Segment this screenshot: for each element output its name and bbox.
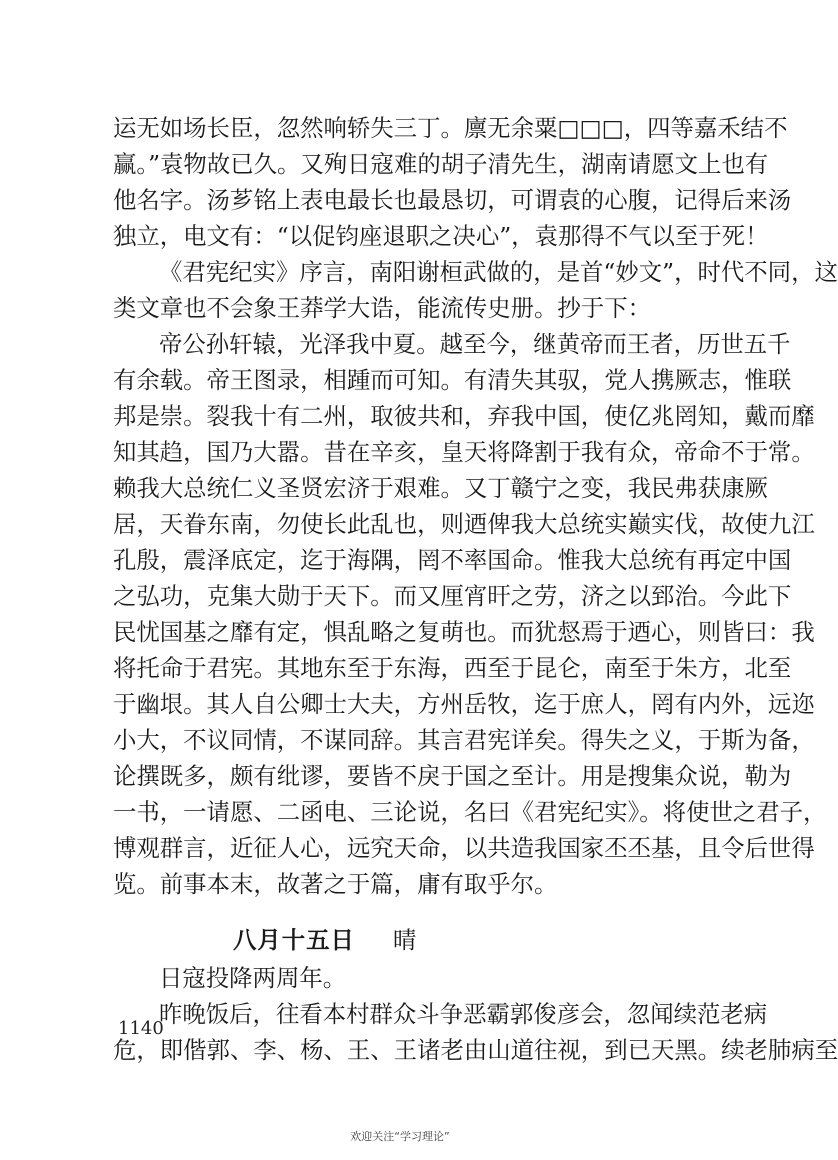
quote-line: 小大，不议同情，不谋同辞。其言君宪详矣。得失之义，于斯为备， [113, 726, 815, 754]
quote-line: 孔殷，震泽底定，迄于海隅，罔不率国命。惟我大总统有再定中国 [113, 546, 792, 574]
text-line: 日寇投降两周年。 [159, 964, 347, 992]
quote-line: 将托命于君宪。其地东至于东海，西至于昆仑，南至于朱方，北至 [113, 654, 792, 682]
diary-date-heading [113, 920, 690, 960]
quote-line: 一书，一请愿、二函电、三论说，名曰《君宪纪实》。将使世之君子， [113, 798, 827, 826]
quote-line: 邦是崇。裂我十有二州，取彼共和，弃我中国，使亿兆罔知，戴而靡 [113, 402, 815, 430]
page-number: 1140 [118, 1018, 164, 1039]
entry-weather: 晴 [392, 926, 418, 954]
quote-line: 知其趋，国乃大嚣。昔在辛亥，皇天将降割于我有众，帝命不于常。 [113, 438, 815, 466]
section-gap [113, 902, 690, 920]
quote-line: 民忧国基之靡有定，惧乱略之复萌也。而犹惄焉于迺心，则皆曰：我 [113, 618, 815, 646]
quote-line: 赖我大总统仁义圣贤宏济于艰难。又丁赣宁之变，我民弗获康厥 [113, 474, 768, 502]
text-line: 他名字。汤芗铭上表电最长也最恳切，可谓袁的心腹，记得后来汤 [113, 186, 792, 214]
text-line: 运无如场长臣，忽然响轿失三丁。廪无余粟□□□，四等嘉禾结不 [113, 114, 788, 142]
footer-watermark: 欢迎关注“学习理论” [350, 1130, 450, 1143]
body-text [113, 110, 838, 1068]
quote-line: 之弘功，克集大勋于天下。而又厘宵旰之劳，济之以郅治。今此下 [113, 582, 792, 610]
text-line: 危，即偕郭、李、杨、王、王诸老由山道往视，到已天黑。续老肺病至 [113, 1036, 838, 1064]
quote-line: 居，天眷东南，勿使长此乱也，则迺俾我大总统实巅实伐，故使九江 [113, 510, 815, 538]
quote-line: 于幽垠。其人自公卿士大夫，方州岳牧，迄于庶人，罔有内外，远迩 [113, 690, 815, 718]
quote-line: 帝公孙轩辕，光泽我中夏。越至今，继黄帝而王者，历世五千 [159, 330, 791, 358]
text-line: 《君宪纪实》序言，南阳谢桓武做的，是首“妙文”，时代不同，这 [159, 258, 838, 286]
quote-line: 有余载。帝王图录，相踵而可知。有清失其驭，党人携厥志，惟联 [113, 366, 792, 394]
quote-line: 论撰既多，颇有纰谬，要皆不戾于国之至计。用是搜集众说，勒为 [113, 762, 792, 790]
text-line: 昨晚饭后，往看本村群众斗争恶霸郭俊彦会，忽闻续范老病 [159, 1000, 768, 1028]
quote-line: 览。前事本末，故著之于篇，庸有取乎尔。 [113, 870, 558, 898]
entry-date: 八月十五日 [233, 926, 355, 954]
text-line: 类文章也不会象王莽学大诰，能流传史册。抄于下： [113, 294, 651, 322]
text-line: 赢。”袁物故已久。又殉日寇难的胡子清先生，湖南请愿文上也有 [113, 150, 769, 178]
text-line: 独立，电文有：“以促钧座退职之决心”，袁那得不气以至于死！ [113, 222, 769, 250]
quote-line: 博观群言，近征人心，远究天命，以共造我国家丕丕基，且令后世得 [113, 834, 815, 862]
